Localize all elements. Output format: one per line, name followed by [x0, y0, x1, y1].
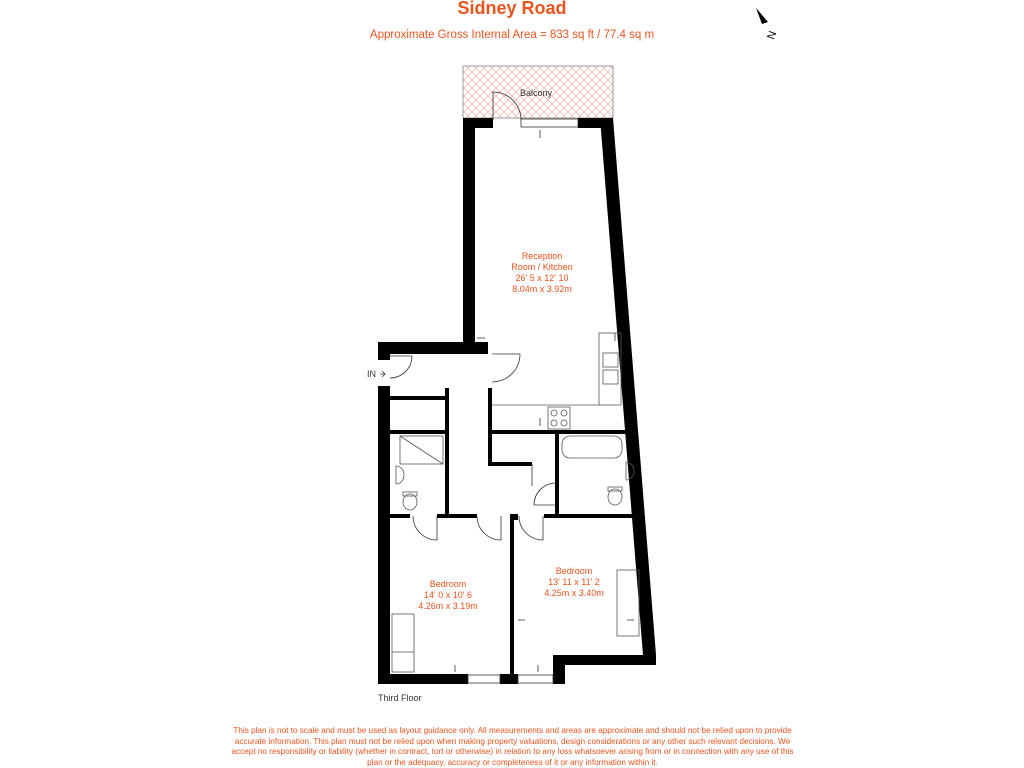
room-reception [511, 251, 573, 294]
exterior-walls [378, 118, 656, 684]
entrance-arrow-icon [380, 371, 385, 377]
reception-name-line2: Room / Kitchen [511, 262, 573, 272]
balcony-label: Balcony [520, 88, 553, 98]
windows [468, 119, 578, 683]
reception-imperial: 26' 5 x 12' 10 [515, 273, 569, 283]
disclaimer-text: This plan is not to scale and must be used as layout guidance only. All measurements and areas are approximate and should not be relied upon to provide accurate information. This plan must not be relied upon when making property valuations, design considerations or any other such relevant decisions. We accept no responsibility or liability (whether in contract, tort or otherwise) in relation to any loss whatsoever arising from or in connection with any use of this plan or the adequacy, accuracy or completeness of it or any information within it. [231, 726, 794, 767]
room-bedroom-2 [544, 566, 604, 598]
gross-area-subtitle: Approximate Gross Internal Area = 833 sq ft / 77.4 sq m [369, 29, 655, 41]
entrance-label: IN [367, 369, 376, 379]
bathroom-fixtures [396, 436, 634, 510]
interior-walls [390, 388, 634, 674]
floor-label: Third Floor [378, 693, 422, 703]
reception-metric: 8.04m x 3.92m [512, 284, 572, 294]
reception-name-line1: Reception [521, 251, 563, 261]
bedroom2-name: Bedroom [555, 566, 593, 576]
bedroom2-metric: 4.25m x 3.40m [544, 588, 604, 598]
plan-title: Sidney Road [457, 0, 567, 18]
bedroom1-name: Bedroom [429, 579, 467, 589]
room-bedroom-1 [418, 579, 478, 611]
kitchen-fixtures [492, 333, 621, 429]
north-label: N [765, 29, 780, 42]
bedroom2-imperial: 13' 11 x 11' 2 [548, 577, 600, 587]
bedroom1-imperial: 14' 0 x 10' 6 [424, 590, 472, 600]
bedroom1-metric: 4.26m x 3.19m [418, 601, 478, 611]
balcony [463, 66, 613, 118]
entrance-marker [367, 369, 385, 379]
